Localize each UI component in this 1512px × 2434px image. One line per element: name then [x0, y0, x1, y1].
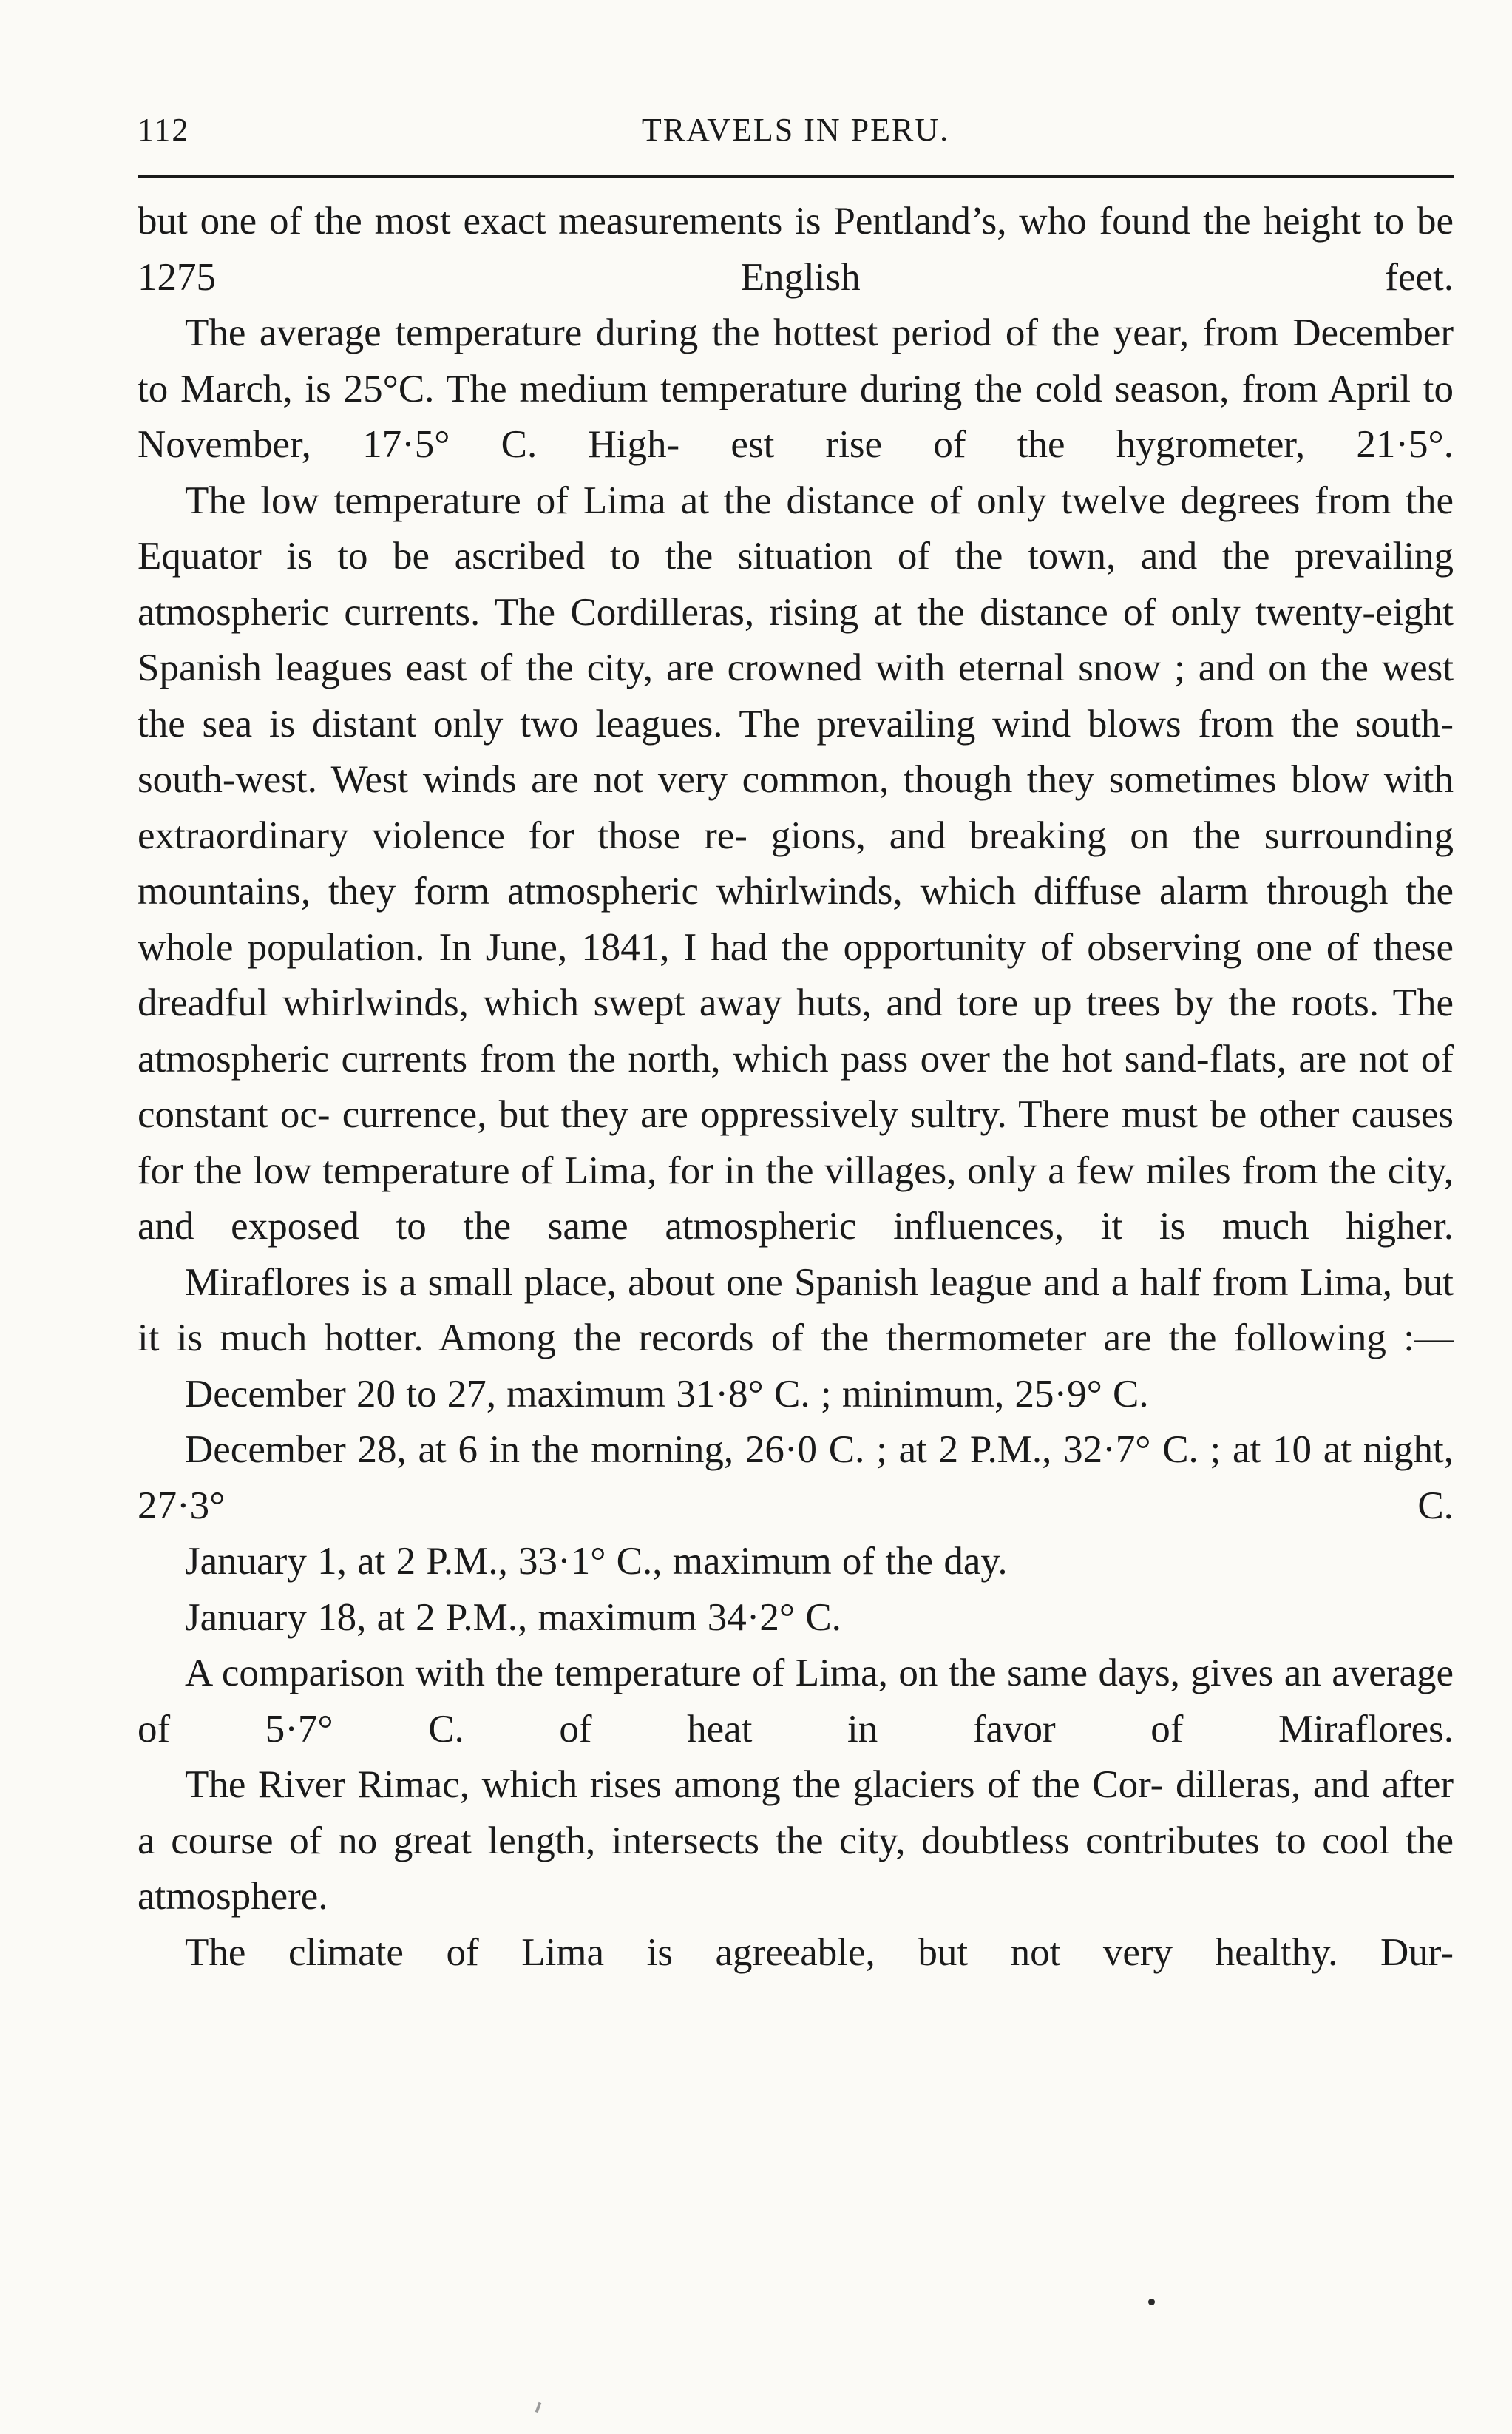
text-line: The low temperature of Lima at the distance of only twelve [185, 479, 1166, 522]
text-line: the thermometer are the following :— [821, 1316, 1454, 1359]
text-line: doubtless contributes to cool the atmosphere. [138, 1819, 1454, 1918]
text-line: degrees from the Equator is to be ascribed to the situation of the [138, 479, 1454, 578]
text-line: they sometimes blow with extraordinary violence for those re- [138, 758, 1454, 857]
text-line: from December to March, is 25°C. The medium temperature [138, 311, 1454, 410]
text-line: is distant only two leagues. The prevailing wind blows from [268, 702, 1275, 746]
paragraph [138, 1590, 1454, 1646]
text-line: currence, but they are oppressively sultry. There must be other [342, 1093, 1340, 1136]
text-line: influences, it is much higher. [893, 1205, 1454, 1248]
text-line: The climate of Lima is agreeable, but not very healthy. Dur- [185, 1930, 1454, 1974]
text-line: population. In June, 1841, I had the opportunity of observing [247, 925, 1242, 969]
header-rule [138, 175, 1454, 178]
page-header [138, 111, 1454, 160]
text-line: gions, and breaking on the surrounding mountains, they form [138, 814, 1454, 913]
text-line: town, and the prevailing atmospheric currents. The Cordilleras, [138, 535, 1454, 634]
text-line: atmospheric whirlwinds, which diffuse alarm through the whole [138, 870, 1454, 969]
text-line: causes for the low temperature of Lima, for in the villages, only [138, 1093, 1454, 1192]
body-text [138, 194, 1454, 1981]
paragraph [138, 1422, 1454, 1534]
paragraph [138, 1367, 1454, 1423]
text-line: a few miles from the city, and exposed to the same atmospheric [138, 1149, 1454, 1248]
text-line: January 18, at 2 P.M., maximum 34·2° C. [185, 1595, 841, 1639]
paragraph [138, 1757, 1454, 1925]
text-line: days, gives an average of 5·7° C. of heat in favor of Miraflores. [138, 1652, 1454, 1751]
text-line: tore up trees by the roots. The atmospheric currents from the [138, 981, 1454, 1081]
running-title: TRAVELS IN PERU. [641, 112, 950, 148]
text-line: north, which pass over the hot sand-flats, are not of constant oc- [138, 1037, 1454, 1136]
text-line: the city, are crowned with eternal snow ; and on the west the sea [138, 646, 1454, 746]
text-line: C. ; at 10 at night, 27·3° C. [138, 1428, 1454, 1527]
paragraph [138, 473, 1454, 1255]
paragraph [138, 194, 1454, 305]
text-line: the height to be 1275 English feet. [138, 200, 1454, 299]
text-line: December 28, at 6 in the morning, 26·0 C. ; at 2 P.M., 32·7° [185, 1428, 1151, 1471]
text-line: January 1, at 2 P.M., 33·1° C., maximum of the day. [185, 1540, 1008, 1583]
text-line: the south-south-west. West winds are not very common, though [138, 702, 1454, 801]
paragraph [138, 1255, 1454, 1367]
text-line: during the cold season, from April to November, 17·5° C. High- [138, 367, 1454, 466]
text-line: December 20 to 27, maximum 31·8° C. ; minimum, 25·9° C. [185, 1372, 1149, 1416]
text-line: half from Lima, but it is much hotter. Among the records of [138, 1260, 1454, 1359]
text-line: A comparison with the temperature of Lima, on the same [185, 1652, 1088, 1694]
text-line: one of these dreadful whirlwinds, which swept away huts, and [138, 925, 1454, 1024]
print-mark [535, 2402, 542, 2413]
paragraph [138, 1534, 1454, 1590]
text-line: The River Rimac, which rises among the glaciers of the Cor- [185, 1763, 1164, 1806]
page-number: 112 [138, 112, 190, 148]
text-line: est rise of the hygrometer, 21·5°. [730, 423, 1454, 466]
paragraph [138, 1646, 1454, 1757]
text-line: rising at the distance of only twenty-eight Spanish leagues east of [138, 590, 1454, 689]
text-line: dilleras, and after a course of no great length, intersects the city, [138, 1763, 1454, 1862]
text-line: but one of the most exact measurements is Pentland’s, who found [138, 200, 1191, 243]
print-dot [1148, 2299, 1155, 2305]
paragraph [138, 305, 1454, 473]
paragraph [138, 1925, 1454, 1981]
text-line: The average temperature during the hottest period of the year, [185, 311, 1190, 354]
text-line: Miraflores is a small place, about one Spanish league and a [185, 1260, 1129, 1304]
